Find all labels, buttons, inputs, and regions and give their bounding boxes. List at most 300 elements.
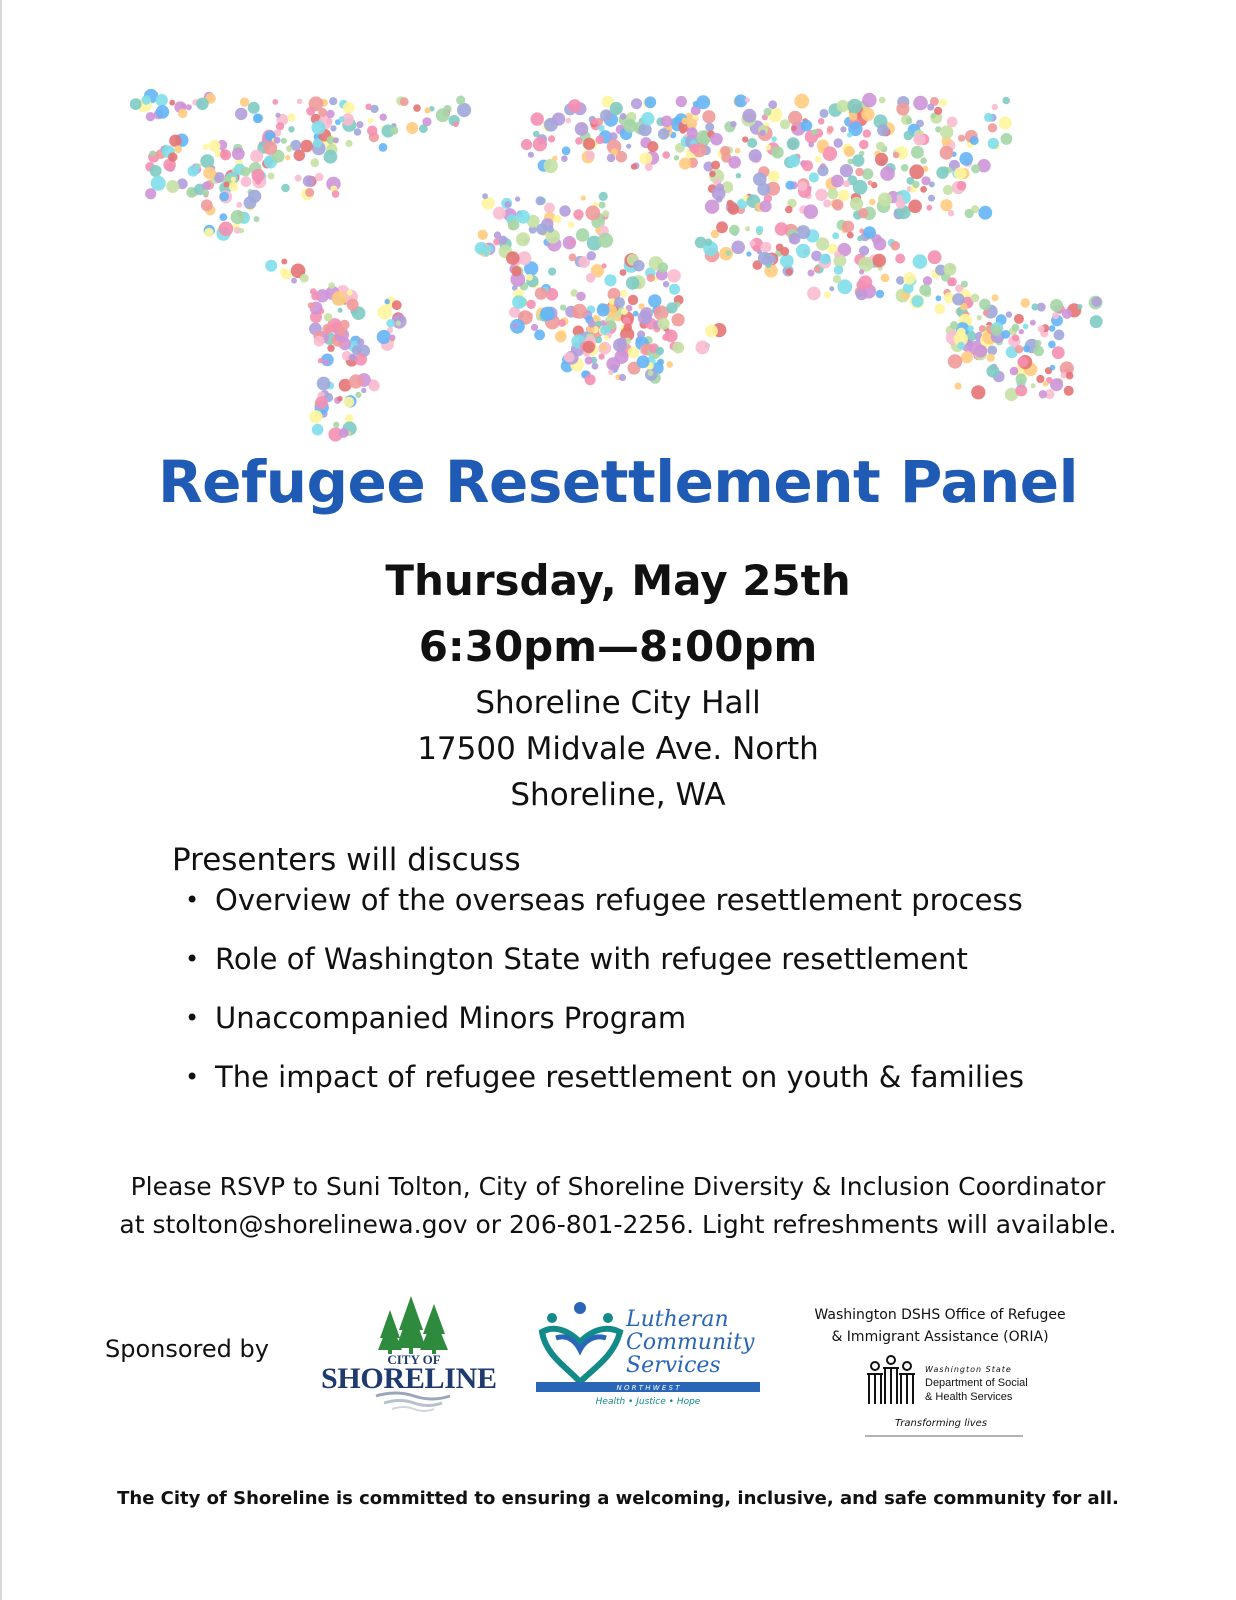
- map-dot: [274, 137, 281, 144]
- map-dot: [631, 164, 637, 170]
- map-dot: [150, 150, 156, 156]
- map-dot: [971, 164, 980, 173]
- map-dot: [142, 95, 152, 105]
- map-dot: [369, 380, 380, 391]
- map-dot: [789, 233, 801, 245]
- map-dot: [312, 424, 324, 436]
- map-dot: [548, 268, 556, 276]
- map-dot: [638, 311, 652, 325]
- map-dot: [847, 99, 862, 114]
- map-dot: [928, 250, 942, 264]
- lcs-name-line-1: Lutheran: [626, 1307, 729, 1332]
- map-dot: [780, 119, 790, 129]
- map-dot: [544, 203, 555, 214]
- map-dot: [300, 274, 309, 283]
- lutheran-community-services-logo: [534, 1298, 764, 1410]
- map-dot: [378, 305, 392, 319]
- map-dot: [893, 152, 899, 158]
- map-dot: [1001, 133, 1013, 145]
- map-dot: [620, 269, 627, 276]
- map-dot: [832, 232, 839, 239]
- map-dot: [728, 203, 739, 214]
- map-dot: [619, 374, 626, 381]
- map-dot: [379, 143, 388, 152]
- map-dot: [1048, 341, 1056, 349]
- shoreline-logo-top-text: CITY OF: [387, 1352, 441, 1367]
- map-dot: [324, 150, 338, 164]
- map-dot: [528, 152, 534, 158]
- map-dot: [310, 158, 319, 167]
- map-dot: [895, 254, 905, 264]
- map-dot: [370, 105, 378, 113]
- map-dot: [1064, 386, 1074, 396]
- map-dot: [610, 102, 623, 115]
- map-dot: [178, 109, 188, 119]
- map-dot: [745, 98, 750, 103]
- map-dot: [730, 121, 736, 127]
- rsvp-line-2: at stolton@shorelinewa.gov or 206-801-2256. Light refreshments will available.: [119, 1210, 1117, 1239]
- topic-item: • Unaccompanied Minors Program: [185, 998, 1024, 1057]
- map-dot: [330, 125, 336, 131]
- map-dot: [859, 140, 869, 150]
- map-dot: [927, 104, 934, 111]
- map-dot: [974, 345, 987, 358]
- map-dot: [512, 295, 526, 309]
- map-dot: [506, 251, 520, 265]
- map-dot: [596, 321, 602, 327]
- map-dot: [971, 385, 985, 399]
- map-dot: [710, 133, 723, 146]
- map-dot: [983, 310, 989, 316]
- map-dot: [834, 251, 840, 257]
- map-dot: [628, 347, 640, 359]
- lcs-name-line-3: Services: [626, 1353, 721, 1378]
- lcs-tagline: Health • Justice • Hope: [595, 1397, 701, 1407]
- map-dot: [436, 108, 450, 122]
- map-dot: [786, 268, 793, 275]
- map-dot: [662, 151, 670, 159]
- people-heart-icon: [542, 1302, 620, 1382]
- map-dot: [263, 141, 277, 155]
- map-dot: [559, 205, 570, 216]
- map-dot: [916, 120, 924, 128]
- map-dot: [332, 291, 347, 306]
- venue-name: Shoreline City Hall: [475, 685, 761, 721]
- map-dot: [952, 293, 964, 305]
- map-dot: [585, 356, 593, 364]
- map-dot: [1054, 330, 1065, 341]
- map-dot: [166, 180, 179, 193]
- map-dot: [709, 171, 716, 178]
- map-dot: [693, 101, 699, 107]
- map-dot: [621, 308, 628, 315]
- map-dot: [392, 300, 402, 310]
- map-dot: [620, 290, 627, 297]
- map-dot: [314, 336, 325, 347]
- map-dot: [896, 102, 909, 115]
- map-dot: [823, 146, 838, 161]
- map-dot: [318, 108, 327, 117]
- map-dot: [814, 266, 821, 273]
- map-dot: [305, 188, 314, 197]
- map-dot: [286, 146, 292, 152]
- map-dot: [954, 167, 966, 179]
- map-dot: [521, 139, 532, 150]
- map-dot: [696, 341, 710, 355]
- rsvp-line-1: Please RSVP to Suni Tolton, City of Shoreline Diversity & Inclusion Coordinator: [130, 1172, 1106, 1201]
- map-dot: [657, 359, 664, 366]
- map-dot: [318, 358, 323, 363]
- map-dot: [475, 242, 488, 255]
- map-dot: [424, 107, 430, 113]
- map-dot: [967, 325, 973, 331]
- map-dot: [508, 219, 519, 230]
- map-dot: [239, 228, 244, 233]
- map-dot: [558, 319, 566, 327]
- map-dot: [347, 290, 353, 296]
- map-dot: [943, 185, 953, 195]
- map-dot: [288, 126, 294, 132]
- map-dot: [236, 202, 242, 208]
- map-dot: [573, 209, 583, 219]
- map-dot: [569, 254, 577, 262]
- map-dot: [1002, 97, 1010, 105]
- map-dot: [832, 199, 843, 210]
- map-dot: [487, 245, 494, 252]
- map-dot: [876, 142, 885, 151]
- map-dot: [340, 320, 350, 330]
- map-dot: [201, 199, 213, 211]
- map-dot: [862, 93, 876, 107]
- map-dot: [1021, 298, 1030, 307]
- map-dot: [979, 299, 990, 310]
- map-dot: [231, 210, 245, 224]
- map-dot: [808, 270, 815, 277]
- map-dot: [1001, 330, 1010, 339]
- map-dot: [780, 254, 794, 268]
- map-dot: [202, 182, 211, 191]
- map-dot: [880, 166, 895, 181]
- map-dot: [575, 137, 582, 144]
- map-dot: [531, 324, 538, 331]
- map-dot: [526, 300, 535, 309]
- map-dot: [285, 155, 290, 160]
- map-dot: [934, 107, 942, 115]
- map-dot: [745, 226, 750, 231]
- map-dot: [315, 173, 324, 182]
- map-dot: [1031, 303, 1038, 310]
- map-dot: [174, 145, 182, 153]
- map-dot: [674, 155, 679, 160]
- map-dot: [333, 422, 339, 428]
- map-dot: [647, 141, 658, 152]
- map-dot: [219, 192, 229, 202]
- map-dot: [838, 190, 849, 201]
- map-dot: [327, 345, 334, 352]
- map-dot: [317, 377, 331, 391]
- map-dot: [604, 274, 616, 286]
- map-dot: [541, 307, 555, 321]
- map-dot: [628, 295, 638, 305]
- map-dot: [1016, 373, 1027, 384]
- map-dot: [552, 113, 565, 126]
- map-dot: [829, 286, 834, 291]
- map-dot: [957, 342, 964, 349]
- map-dot: [349, 374, 363, 388]
- map-dot: [816, 237, 829, 250]
- lcs-band-text: N O R T H W E S T: [616, 1384, 680, 1392]
- map-dot: [736, 173, 741, 178]
- map-dot: [711, 161, 720, 170]
- map-dot: [526, 274, 533, 281]
- map-dot: [390, 126, 398, 134]
- map-dot: [965, 209, 974, 218]
- map-dot: [696, 95, 710, 109]
- map-dot: [1019, 329, 1024, 334]
- map-dot: [209, 140, 221, 152]
- map-dot: [644, 96, 656, 108]
- map-dot: [658, 318, 670, 330]
- map-dot: [607, 154, 615, 162]
- flyer-title: Refugee Resettlement Panel: [157, 448, 1078, 516]
- map-dot: [356, 121, 363, 128]
- map-dot: [666, 302, 677, 313]
- map-dot: [991, 325, 1002, 336]
- map-dot: [303, 175, 315, 187]
- water-waves-icon: [376, 1393, 450, 1411]
- map-dot: [306, 107, 315, 116]
- map-dot: [337, 396, 343, 402]
- map-dot: [588, 320, 596, 328]
- map-dot: [768, 171, 779, 182]
- map-dot: [1023, 324, 1029, 330]
- map-dot: [765, 145, 771, 151]
- map-dot: [756, 226, 763, 233]
- map-dot: [847, 132, 852, 137]
- map-dot: [809, 172, 819, 182]
- map-dot: [482, 193, 488, 199]
- rsvp-text: [0, 1168, 1236, 1244]
- map-dot: [771, 146, 783, 158]
- map-dot: [281, 184, 290, 193]
- map-dot: [1066, 372, 1074, 380]
- map-dot: [493, 207, 506, 220]
- map-dot: [913, 133, 925, 145]
- map-dot: [667, 361, 674, 368]
- map-dot: [219, 222, 234, 237]
- map-dot: [912, 295, 924, 307]
- map-dot: [852, 154, 864, 166]
- map-dot: [648, 370, 654, 376]
- map-dot: [901, 164, 909, 172]
- map-dot: [923, 276, 932, 285]
- map-dot: [613, 338, 627, 352]
- map-dot: [875, 153, 888, 166]
- map-dot: [776, 244, 784, 252]
- map-dot: [958, 135, 965, 142]
- map-dot: [716, 221, 728, 233]
- map-dot: [986, 365, 999, 378]
- map-dot: [834, 138, 843, 147]
- map-dot: [758, 252, 771, 265]
- map-dot: [811, 129, 817, 135]
- map-dot: [368, 118, 374, 124]
- map-dot: [661, 116, 673, 128]
- map-dot: [896, 199, 906, 209]
- map-dot: [203, 144, 209, 150]
- map-dot: [311, 121, 325, 135]
- map-dot: [151, 176, 166, 191]
- map-dot: [943, 263, 956, 276]
- map-dot: [581, 195, 586, 200]
- map-dot: [837, 100, 849, 112]
- map-dot: [536, 196, 545, 205]
- map-dot: [250, 150, 263, 163]
- map-dot: [1015, 385, 1027, 397]
- map-dot: [877, 124, 889, 136]
- map-dot: [1023, 345, 1030, 352]
- map-dot: [478, 230, 488, 240]
- map-dot: [338, 308, 343, 313]
- map-dot: [802, 160, 813, 171]
- map-dot: [890, 241, 900, 251]
- map-dot: [587, 251, 596, 260]
- map-dot: [857, 236, 863, 242]
- map-dot: [859, 269, 864, 274]
- map-dot: [599, 202, 606, 209]
- map-dot: [840, 164, 853, 177]
- map-dot: [1033, 346, 1044, 357]
- map-dot: [347, 299, 359, 311]
- map-dot: [396, 321, 401, 326]
- map-dot: [620, 113, 627, 120]
- map-dot: [702, 110, 715, 123]
- map-dot: [569, 239, 574, 244]
- sponsored-by-label: Sponsored by: [105, 1335, 269, 1363]
- map-dot: [516, 232, 530, 246]
- map-dot: [518, 251, 532, 265]
- map-dot: [586, 273, 596, 283]
- map-dot: [253, 113, 261, 121]
- map-dot: [869, 199, 876, 206]
- map-dot: [287, 114, 295, 122]
- map-dot: [827, 126, 834, 133]
- map-dot: [908, 200, 922, 214]
- map-dot: [801, 120, 813, 132]
- map-dot: [202, 189, 209, 196]
- map-dot: [936, 295, 942, 301]
- map-dot: [592, 363, 599, 370]
- map-dot: [326, 110, 334, 118]
- map-dot: [843, 180, 850, 187]
- map-dot: [1015, 345, 1023, 353]
- map-dot: [349, 354, 357, 362]
- map-dot: [897, 194, 903, 200]
- map-dot: [328, 282, 335, 289]
- map-dot: [831, 175, 844, 188]
- map-dot: [823, 200, 831, 208]
- map-dot: [639, 303, 645, 309]
- map-dot: [761, 242, 772, 253]
- map-dot: [585, 374, 596, 385]
- map-dot: [568, 222, 574, 228]
- map-dot: [561, 155, 568, 162]
- map-dot: [1050, 299, 1063, 312]
- map-dot: [863, 129, 871, 137]
- map-dot: [324, 313, 333, 322]
- pine-trees-icon: [378, 1296, 448, 1354]
- map-dot: [729, 225, 740, 236]
- map-dot: [534, 330, 545, 341]
- map-dot: [241, 176, 252, 187]
- map-dot: [1077, 304, 1082, 309]
- map-dot: [672, 313, 685, 326]
- map-dot: [647, 274, 655, 282]
- map-dot: [896, 276, 905, 285]
- map-dot: [355, 392, 361, 398]
- map-dot: [862, 168, 873, 179]
- map-dot: [876, 290, 884, 298]
- map-dot: [1010, 367, 1019, 376]
- map-dot: [1049, 325, 1056, 332]
- map-dot: [954, 383, 961, 390]
- map-dot: [254, 216, 260, 222]
- map-dot: [764, 108, 772, 116]
- map-dot: [345, 414, 354, 423]
- map-dot: [637, 355, 650, 368]
- map-dot: [598, 125, 605, 132]
- map-dot: [934, 304, 945, 315]
- map-dot: [631, 98, 642, 109]
- map-dot: [881, 274, 890, 283]
- map-dot: [746, 251, 751, 256]
- event-time: 6:30pm—8:00pm: [418, 622, 818, 671]
- map-dot: [272, 99, 278, 105]
- map-dot: [595, 135, 604, 144]
- map-dot: [1036, 375, 1044, 383]
- map-dot: [583, 138, 595, 150]
- map-dot: [1012, 334, 1019, 341]
- map-dot: [169, 135, 181, 147]
- map-dot: [235, 108, 247, 120]
- topic-item: • Overview of the overseas refugee resettlement process: [185, 880, 1024, 939]
- map-dot: [939, 99, 947, 107]
- map-dot: [948, 210, 954, 216]
- map-dot: [333, 137, 339, 143]
- family-figures-icon: [867, 1356, 915, 1404]
- map-dot: [672, 342, 684, 354]
- map-dot: [853, 180, 868, 195]
- map-dot: [332, 190, 340, 198]
- map-dot: [662, 334, 669, 341]
- dshs-state-text: Washington State: [925, 1365, 1012, 1374]
- map-dot: [689, 144, 699, 154]
- dshs-logo: [863, 1352, 1029, 1440]
- map-dot: [936, 167, 948, 179]
- map-dot: [281, 259, 287, 265]
- map-dot: [861, 108, 874, 121]
- map-dot: [544, 159, 558, 173]
- map-dot: [850, 197, 863, 210]
- map-dot: [623, 119, 637, 133]
- map-dot: [787, 137, 800, 150]
- map-dot: [400, 97, 409, 106]
- map-dot: [281, 138, 287, 144]
- map-dot: [824, 291, 831, 298]
- map-dot: [988, 123, 997, 132]
- map-dot: [604, 335, 609, 340]
- map-dot: [1050, 365, 1056, 371]
